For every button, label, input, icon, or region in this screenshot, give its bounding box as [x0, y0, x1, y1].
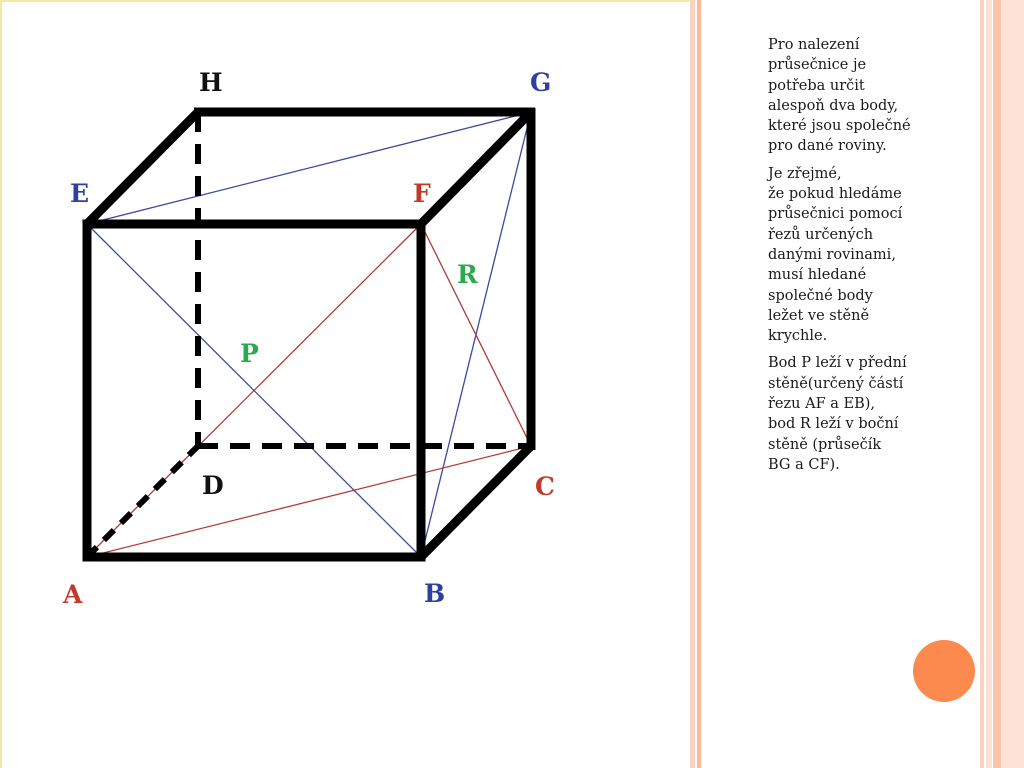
vertex-label-e: E — [70, 179, 90, 208]
stripe-6 — [1002, 0, 1024, 768]
decorative-circle — [913, 640, 975, 702]
explanation-text — [768, 35, 963, 482]
edge-bc — [421, 446, 531, 557]
line-ac — [87, 446, 531, 557]
line-fc — [421, 224, 531, 446]
line-ef-diagonal-eg — [87, 112, 531, 224]
paragraph-3: Bod P leží v přední stěně(určený částí řezu AF a EB), bod R leží v boční stěně (průsečík BG a CF). — [768, 355, 907, 473]
vertex-label-f: F — [413, 179, 431, 208]
edge-fg — [421, 112, 531, 224]
stripe-5 — [993, 0, 1001, 768]
stripe-3 — [980, 0, 984, 768]
edge-eh — [87, 112, 198, 224]
point-label-p: P — [240, 339, 259, 368]
stripe-4 — [986, 0, 992, 768]
vertex-label-g: G — [530, 68, 552, 97]
paragraph-1: Pro nalezení průsečnice je potřeba určit alespoň dva body, které jsou společné pro dané roviny. — [768, 37, 911, 155]
vertex-label-h: H — [199, 68, 223, 97]
vertex-label-c: C — [535, 472, 555, 501]
vertex-label-a: A — [63, 580, 83, 609]
vertex-label-d: D — [202, 471, 224, 500]
vertex-label-b: B — [424, 579, 446, 608]
paragraph-2: Je zřejmé, že pokud hledáme průsečnici pomocí řezů určených danými rovinami, musí hledané společné body ležet ve stěně krychle. — [768, 165, 903, 345]
point-label-r: R — [457, 260, 478, 289]
